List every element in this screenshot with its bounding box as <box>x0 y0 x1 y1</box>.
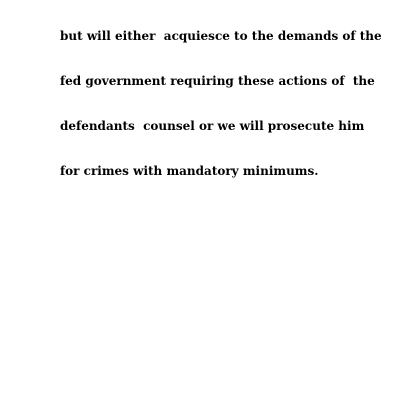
text-line: but will either acquiesce to the demands of the <box>60 29 382 43</box>
document-paragraph <box>60 0 390 209</box>
text-line: fed government requiring these actions of the <box>60 74 375 88</box>
text-line: for crimes with mandatory minimums. <box>60 164 319 178</box>
text-line: defendants counsel or we will prosecute him <box>60 119 365 133</box>
